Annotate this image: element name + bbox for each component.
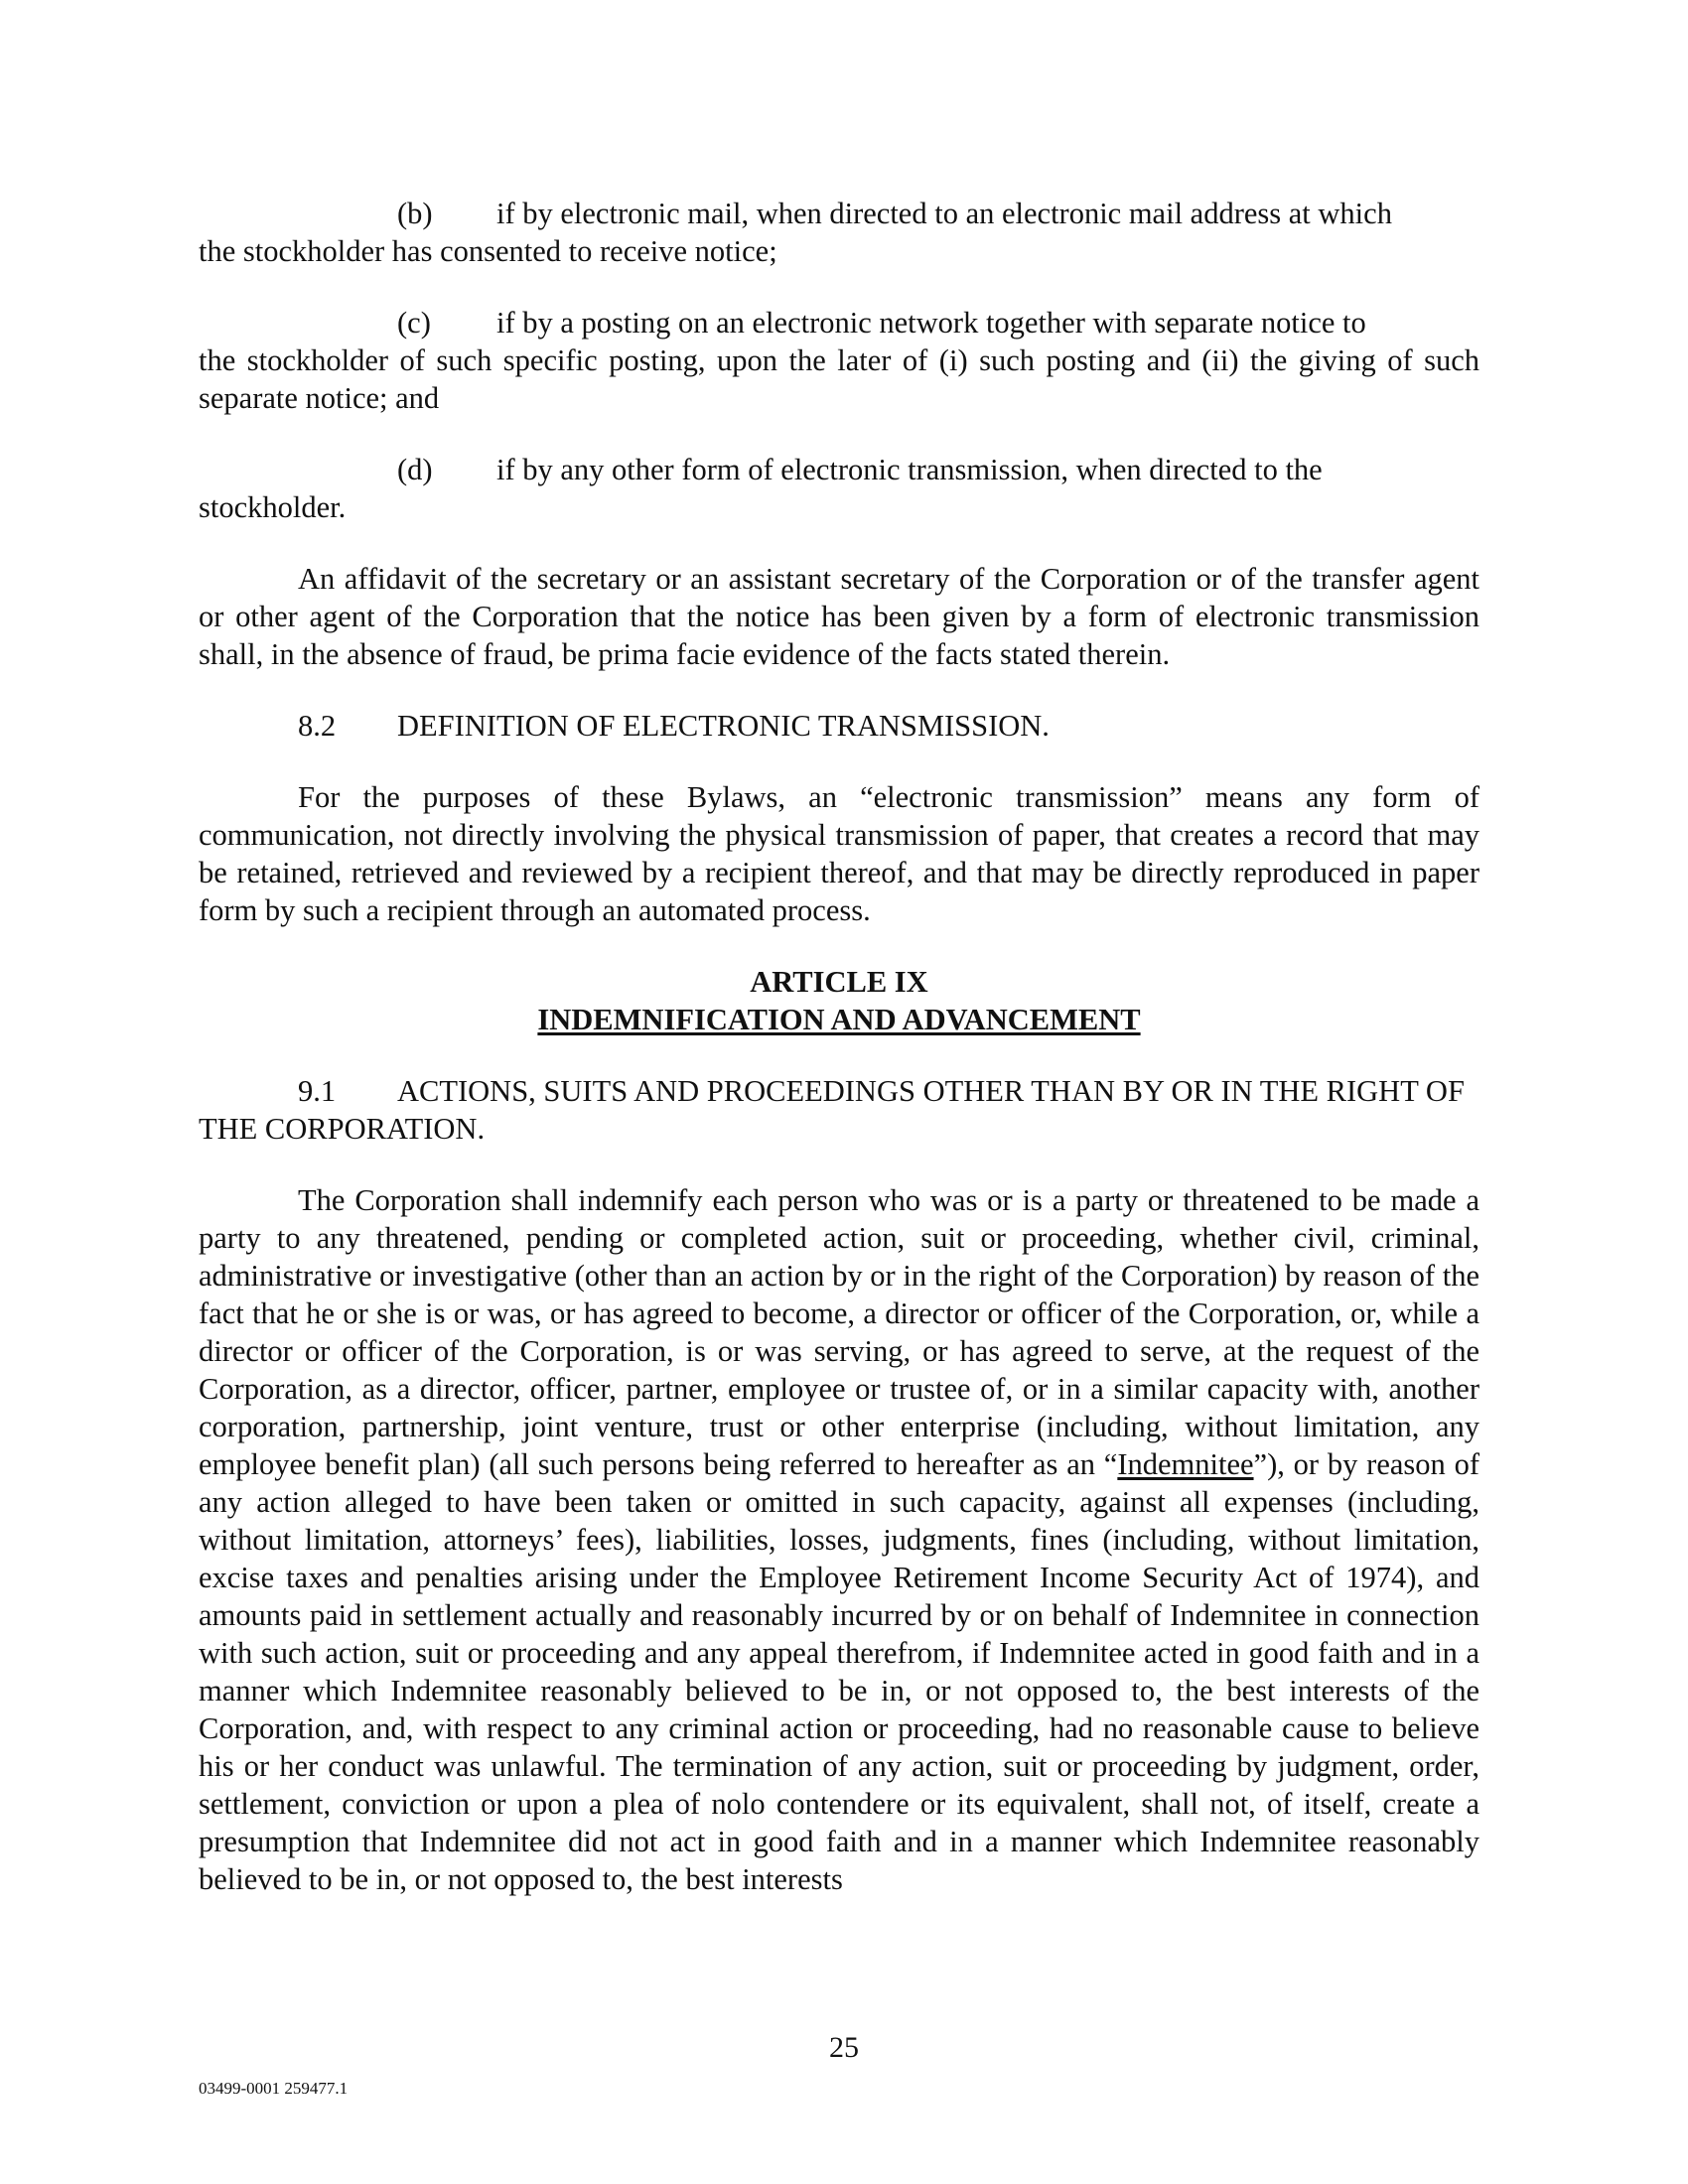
- section-8-2-body: For the purposes of these Bylaws, an “electronic transmission” means any form of communication, not directly involving the physical transmission of paper, that creates a record that may be retained, retrieved and reviewed by a recipient thereof, and that may be directly reproduced in paper form by such a recipient through an automated process.: [199, 780, 1479, 927]
- article-title-text: INDEMNIFICATION AND ADVANCEMENT: [537, 1003, 1141, 1036]
- section-9-1-body-part2: ”), or by reason of any action alleged to have been taken or omitted in such capacity, against all expenses (including, without limitation, attorneys’ fees), liabilities, losses, judgments, fines (including, without limitation, excise taxes and penalties arising under the Employee Retirement Income Security Act of 1974), and amounts paid in settlement actually and reasonably incurred by or on behalf of Indemnitee in connection with such action, suit or proceeding and any appeal therefrom, if Indemnitee acted in good faith and in a manner which Indemnitee reasonably believed to be in, or not opposed to, the best interests of the Corporation, and, with respect to any criminal action or proceeding, had no reasonable cause to believe his or her conduct was unlawful. The termination of any action, suit or proceeding by judgment, order, settlement, conviction or upon a plea of nolo contendere or its equivalent, shall not, of itself, create a presumption that Indemnitee did not act in good faith and in a manner which Indemnitee reasonably believed to be in, or not opposed to, the best interests: [199, 1447, 1479, 1896]
- article-heading: [199, 963, 1479, 1038]
- section-9-1-number: 9.1: [298, 1074, 337, 1108]
- article-title: [199, 1001, 1479, 1038]
- list-item-d-text: if by any other form of electronic transmission, when directed to the: [496, 453, 1323, 486]
- section-9-1-heading: [199, 1072, 1479, 1148]
- list-item-d-label: (d): [397, 453, 433, 486]
- affidavit-paragraph: An affidavit of the secretary or an assistant secretary of the Corporation or of the transfer agent or other agent of the Corporation that the notice has been given by a form of electronic transmission shall, in the absence of fraud, be prima facie evidence of the facts stated therein.: [199, 562, 1479, 671]
- list-item-c-text: if by a posting on an electronic network together with separate notice to: [496, 306, 1366, 340]
- list-item-d: [199, 451, 1479, 526]
- list-item-c-continuation: the stockholder of such specific posting, upon the later of (i) such posting and (ii) the giving of such separate notice; and: [199, 343, 1479, 415]
- section-9-1-body: [199, 1181, 1479, 1898]
- section-9-1-body-part1: The Corporation shall indemnify each person who was or is a party or threatened to be made a party to any threatened, pending or completed action, suit or proceeding, whether civil, criminal, administrative or investigative (other than an action by or in the right of the Corporation) by reason of the fact that he or she is or was, or has agreed to become, a director or officer of the Corporation, or, while a director or officer of the Corporation, is or was serving, or has agreed to serve, at the request of the Corporation, as a director, officer, partner, employee or trustee of, or in a similar capacity with, another corporation, partnership, joint venture, trust or other enterprise (including, without limitation, any employee benefit plan) (all such persons being referred to hereafter as an “: [199, 1183, 1479, 1481]
- article-label: ARTICLE IX: [750, 965, 928, 999]
- list-item-c-first-line: [199, 304, 1479, 341]
- defined-term-indemnitee: Indemnitee: [1117, 1447, 1254, 1481]
- list-item-b-label: (b): [397, 197, 433, 230]
- page-number: 25: [829, 2031, 859, 2064]
- list-item-d-first-line: [199, 451, 1479, 488]
- list-item-b: [199, 195, 1479, 270]
- section-8-2-title: DEFINITION OF ELECTRONIC TRANSMISSION.: [397, 709, 1050, 743]
- section-8-2-heading: [199, 707, 1479, 745]
- section-8-2-number: 8.2: [298, 709, 337, 743]
- section-9-1-title: ACTIONS, SUITS AND PROCEEDINGS OTHER THAN BY OR IN THE RIGHT OF THE CORPORATION.: [199, 1074, 1465, 1146]
- document-id: 03499-0001 259477.1: [199, 2079, 349, 2098]
- list-item-c-label: (c): [397, 306, 431, 340]
- document-page: [199, 195, 1479, 1932]
- list-item-b-continuation: the stockholder has consented to receive notice;: [199, 234, 777, 268]
- list-item-d-continuation: stockholder.: [199, 490, 347, 524]
- list-item-b-text: if by electronic mail, when directed to an electronic mail address at which: [496, 197, 1392, 230]
- list-item-b-first-line: [199, 195, 1479, 232]
- list-item-c: [199, 304, 1479, 417]
